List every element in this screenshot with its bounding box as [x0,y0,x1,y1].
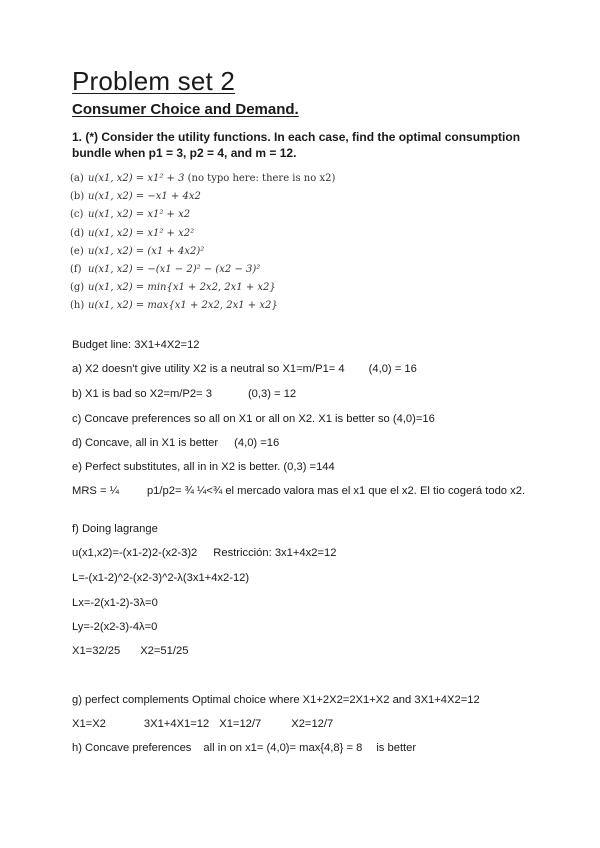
answer-c: c) Concave preferences so all on X1 or all on X2. X1 is better so (4,0)=16 [72,413,435,425]
question-text: 1. (*) Consider the utility functions. In each case, find the optimal consumption bundle when p1 = 3, p2 = 4, and m = 12. [72,130,521,160]
answer-b: b) X1 is bad so X2=m/P2= 3 (0,3) = 12 [72,388,297,400]
utility-function-f: (f) u(x1, x2) = −(x1 − 2)² − (x2 − 3)² [70,263,261,275]
answer-g-solution: X1=X2 3X1+4X1=12 X1=12/7 X2=12/7 [72,718,334,730]
answer-a: a) X2 doesn't give utility X2 is a neutral so X1=m/P1= 4 (4,0) = 16 [72,363,417,375]
answer-f-lagrangian: L=-(x1-2)^2-(x2-3)^2-λ(3x1+4x2-12) [72,572,250,584]
utility-function-d: (d) u(x1, x2) = x1² + x2² [70,227,195,239]
page-subtitle: Consumer Choice and Demand. [72,101,299,118]
utility-function-h: (h) u(x1, x2) = max{x1 + 2x2, 2x1 + x2} [70,300,278,312]
answer-f-lx: Lx=-2(x1-2)-3λ=0 [72,597,158,609]
utility-function-a: (a) u(x1, x2) = x1² + 3 (no typo here: there is no x2) [70,173,336,184]
answer-g: g) perfect complements Optimal choice where X1+2X2=2X1+X2 and 3X1+4X2=12 [72,694,480,706]
utility-function-g: (g) u(x1, x2) = min{x1 + 2x2, 2x1 + x2} [70,282,276,294]
answer-d: d) Concave, all in X1 is better (4,0) =16 [72,437,280,449]
utility-function-b: (b) u(x1, x2) = −x1 + 4x2 [70,191,201,203]
budget-line: Budget line: 3X1+4X2=12 [72,339,200,351]
answer-f-solution: X1=32/25 X2=51/25 [72,645,189,657]
utility-function-c: (c) u(x1, x2) = x1² + x2 [70,209,191,221]
page-title: Problem set 2 [72,66,236,96]
utility-function-e: (e) u(x1, x2) = (x1 + 4x2)² [70,245,205,257]
answer-f-utility: u(x1,x2)=-(x1-2)2-(x2-3)2 Restricción: 3x1+4x2=12 [72,547,337,559]
answer-f-ly: Ly=-2(x2-3)-4λ=0 [72,621,158,633]
answer-h: h) Concave preferences all in on x1= (4,0)= max{4,8} = 8 is better [72,742,417,754]
answer-e: e) Perfect substitutes, all in in X2 is better. (0,3) =144 [72,461,335,473]
answer-f-title: f) Doing lagrange [72,523,158,535]
utility-function-list [70,170,335,316]
answer-e-mrs: MRS = ¼ p1/p2= ¾ ¼<¾ el mercado valora mas el x1 que el x2. El tio cogerá todo x2. [72,485,526,497]
